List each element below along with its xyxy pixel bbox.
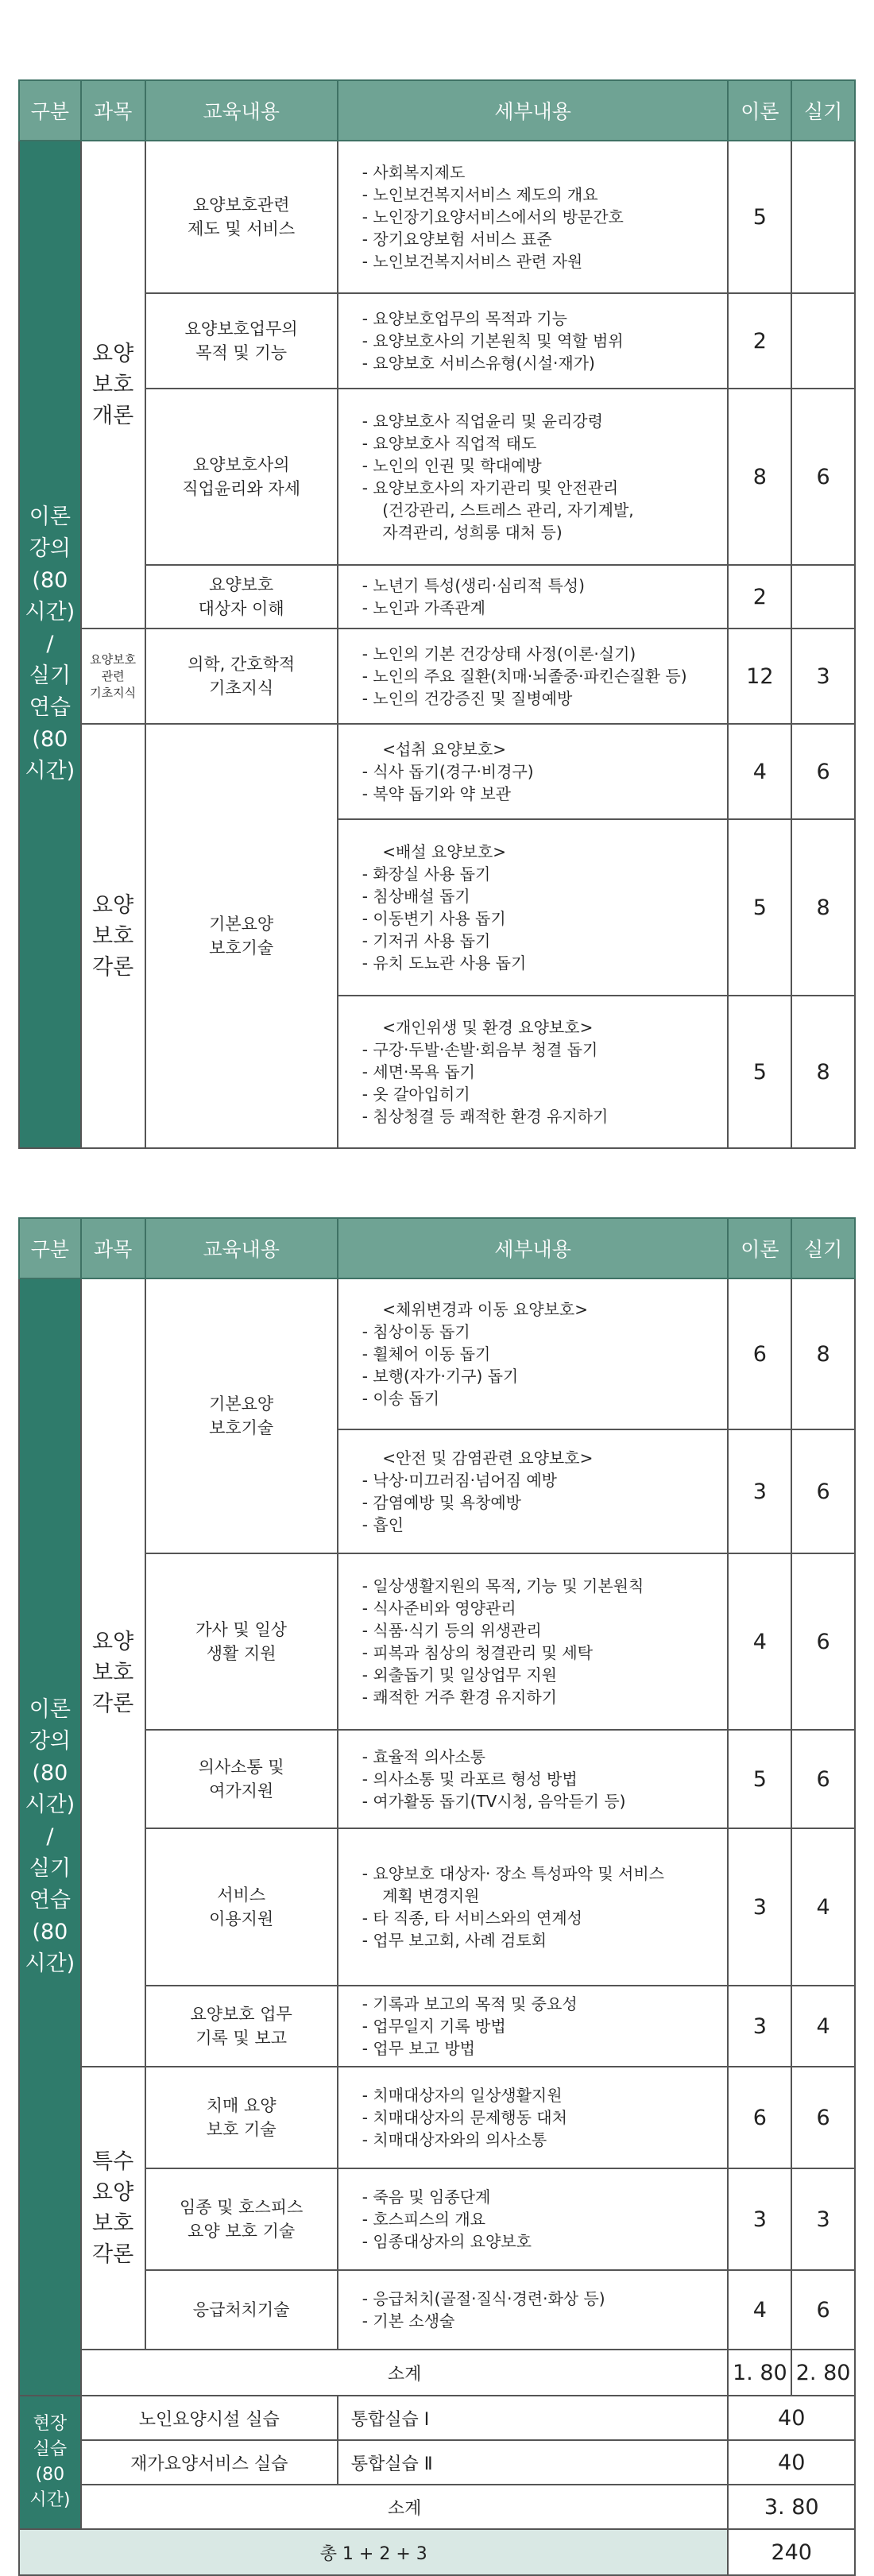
detail-line: - 쾌적한 거주 환경 유지하기 (362, 1688, 557, 1707)
details-cell (338, 565, 729, 629)
header-details: 세부내용 (338, 80, 729, 141)
subject-label: 요양보호 관련 기초지식 (90, 652, 137, 700)
detail-line: - 노인보건복지서비스 제도의 개요 (362, 185, 598, 204)
detail-line: - 옷 갈아입히기 (362, 1085, 470, 1104)
section-label: 이론 강의 (80 시간) / 실기 연습 (80 시간) (25, 505, 75, 783)
theory-hours: 2 (728, 293, 791, 389)
theory-hours: 12 (728, 629, 791, 724)
section-label: 이론 강의 (80 시간) / 실기 연습 (80 시간) (25, 1697, 75, 1976)
subject-cell (81, 141, 145, 629)
detail-line: 계획 변경지원 (362, 1886, 480, 1905)
subject-cell (81, 1278, 145, 2067)
field-row (19, 2396, 855, 2440)
content-cell: 요양보호사의 직업윤리와 자세 (145, 389, 338, 565)
subject-cell (81, 2067, 145, 2350)
field-section-label: 현장 실습 (80 시간) (29, 2414, 71, 2510)
detail-line: - 감염예방 및 욕창예방 (362, 1493, 521, 1512)
detail-line: - 휠체어 이동 돕기 (362, 1344, 491, 1363)
detail-line: - 식사 돕기(경구·비경구) (362, 762, 534, 781)
header-theory: 이론 (728, 1218, 791, 1278)
subtotal-label: 소계 (81, 2485, 729, 2529)
theory-hours: 3 (728, 1429, 791, 1553)
detail-line: - 노인의 건강증진 및 질병예방 (362, 689, 573, 708)
table-row (19, 565, 855, 629)
detail-line: - 복약 돕기와 약 보관 (362, 784, 512, 803)
detail-line: - 요양보호사의 기본원칙 및 역할 범위 (362, 331, 624, 350)
practice-hours (791, 293, 855, 389)
content-cell: 응급처치기술 (145, 2270, 338, 2350)
detail-line: - 보행(자가·기구) 돕기 (362, 1367, 519, 1386)
header-subject: 과목 (81, 80, 145, 141)
theory-hours: 3 (728, 2168, 791, 2270)
detail-line: - 세면·목욕 돕기 (362, 1062, 476, 1081)
details-cell (338, 1828, 729, 1986)
header-section: 구분 (19, 80, 81, 141)
detail-line: - 요양보호사 직업적 태도 (362, 434, 537, 453)
details-cell (338, 293, 729, 389)
header-row (19, 1218, 855, 1278)
details-cell (338, 819, 729, 996)
field-section-cell (19, 2396, 81, 2529)
field-hours: 40 (728, 2396, 855, 2440)
detail-line: - 요양보호사 직업윤리 및 윤리강령 (362, 412, 603, 431)
detail-line: - 침상청결 등 쾌적한 환경 유지하기 (362, 1107, 609, 1126)
practice-hours (791, 565, 855, 629)
practice-hours: 6 (791, 2067, 855, 2168)
section-cell (19, 141, 81, 1148)
table-row (19, 2270, 855, 2350)
table-row (19, 293, 855, 389)
subtotal-theory: 1. 80 (728, 2350, 791, 2396)
table-row (19, 141, 855, 293)
practice-hours: 8 (791, 819, 855, 996)
details-cell (338, 1429, 729, 1553)
practice-hours: 6 (791, 1553, 855, 1730)
detail-line: - 기록과 보고의 목적 및 중요성 (362, 1994, 578, 2013)
detail-line: - 장기요양보험 서비스 표준 (362, 230, 552, 249)
subtotal-label: 소계 (81, 2350, 729, 2396)
theory-hours: 6 (728, 1278, 791, 1429)
content-cell: 요양보호 대상자 이해 (145, 565, 338, 629)
detail-line: - 식사준비와 영양관리 (362, 1599, 516, 1618)
subtotal-value: 3. 80 (728, 2485, 855, 2529)
detail-line: (건강관리, 스트레스 관리, 자기계발, (362, 501, 634, 520)
table-row (19, 1278, 855, 1429)
content-cell: 기본요양 보호기술 (145, 1278, 338, 1553)
total-value: 240 (728, 2529, 855, 2575)
detail-line: - 요양보호업무의 목적과 기능 (362, 309, 567, 328)
detail-line: - 구강·두발·손발·회음부 청결 돕기 (362, 1040, 598, 1059)
detail-line: - 피복과 침상의 청결관리 및 세탁 (362, 1643, 593, 1662)
details-cell (338, 1553, 729, 1730)
detail-line: - 화장실 사용 돕기 (362, 864, 491, 884)
subject-cell (81, 724, 145, 1148)
practice-hours (791, 141, 855, 293)
content-cell: 요양보호업무의 목적 및 기능 (145, 293, 338, 389)
detail-line: - 치매대상자의 문제행동 대처 (362, 2108, 567, 2127)
header-section: 구분 (19, 1218, 81, 1278)
content-cell: 기본요양 보호기술 (145, 724, 338, 1148)
detail-line: - 일상생활지원의 목적, 기능 및 기본원칙 (362, 1576, 644, 1595)
practice-hours: 3 (791, 629, 855, 724)
content-cell: 의학, 간호학적 기초지식 (145, 629, 338, 724)
content-cell: 가사 및 일상 생활 지원 (145, 1553, 338, 1730)
detail-line: - 침상배설 돕기 (362, 887, 470, 906)
detail-line: <개인위생 및 환경 요양보호> (362, 1018, 594, 1037)
header-theory: 이론 (728, 80, 791, 141)
subtotal-row (19, 2485, 855, 2529)
curriculum-table-2 (18, 1217, 856, 2576)
table-row (19, 629, 855, 724)
details-cell (338, 2067, 729, 2168)
subject-label: 특수 요양 보호 각론 (92, 2149, 134, 2267)
detail-line: - 타 직종, 타 서비스와의 연계성 (362, 1909, 582, 1928)
detail-line: <섭취 요양보호> (362, 740, 507, 759)
detail-line: - 업무 보고 방법 (362, 2039, 476, 2058)
header-content: 교육내용 (145, 80, 338, 141)
theory-hours: 5 (728, 819, 791, 996)
subject-label: 요양 보호 각론 (92, 892, 134, 980)
details-cell (338, 1986, 729, 2067)
detail-line: - 효율적 의사소통 (362, 1747, 485, 1766)
theory-hours: 5 (728, 996, 791, 1148)
table-row (19, 2168, 855, 2270)
practice-hours: 6 (791, 1429, 855, 1553)
detail-line: - 노인과 가족관계 (362, 598, 485, 617)
content-cell: 요양보호관련 제도 및 서비스 (145, 141, 338, 293)
theory-hours: 5 (728, 1730, 791, 1828)
details-cell (338, 629, 729, 724)
theory-hours: 6 (728, 2067, 791, 2168)
detail-line: - 호스피스의 개요 (362, 2210, 485, 2229)
detail-line: - 노인장기요양서비스에서의 방문간호 (362, 207, 624, 226)
theory-hours: 4 (728, 724, 791, 819)
detail-line: - 유치 도뇨관 사용 돕기 (362, 953, 527, 973)
detail-line: <안전 및 감염관련 요양보호> (362, 1449, 594, 1468)
detail-line: - 임종대상자의 요양보호 (362, 2232, 532, 2251)
header-content: 교육내용 (145, 1218, 338, 1278)
practice-hours: 6 (791, 1730, 855, 1828)
detail-line: - 요양보호 대상자· 장소 특성파악 및 서비스 (362, 1864, 664, 1883)
details-cell (338, 1278, 729, 1429)
table-row (19, 2067, 855, 2168)
detail-line: - 치매대상자의 일상생활지원 (362, 2086, 563, 2105)
subtotal-row (19, 2350, 855, 2396)
practice-hours: 6 (791, 389, 855, 565)
detail-line: - 식품·식기 등의 위생관리 (362, 1621, 542, 1640)
subtotal-practice: 2. 80 (791, 2350, 855, 2396)
field-name: 재가요양서비스 실습 (81, 2440, 338, 2485)
detail-line: <체위변경과 이동 요양보호> (362, 1300, 588, 1319)
detail-line: - 의사소통 및 라포르 형성 방법 (362, 1770, 578, 1789)
table-row (19, 724, 855, 819)
total-row (19, 2529, 855, 2575)
curriculum-table-1 (18, 79, 856, 1149)
header-subject: 과목 (81, 1218, 145, 1278)
detail-line: - 노인의 주요 질환(치매·뇌졸중·파킨슨질환 등) (362, 667, 687, 686)
details-cell (338, 141, 729, 293)
practice-hours: 4 (791, 1986, 855, 2067)
detail-line: - 이송 돕기 (362, 1389, 440, 1408)
practice-hours: 8 (791, 1278, 855, 1429)
practice-hours: 6 (791, 724, 855, 819)
detail-line: - 노인의 기본 건강상태 사정(이론·실기) (362, 644, 636, 663)
content-cell: 의사소통 및 여가지원 (145, 1730, 338, 1828)
detail-line: - 업무일지 기록 방법 (362, 2017, 506, 2036)
detail-line: - 노인보건복지서비스 관련 자원 (362, 252, 583, 271)
subject-label: 요양 보호 개론 (92, 341, 134, 428)
practice-hours: 3 (791, 2168, 855, 2270)
theory-hours: 2 (728, 565, 791, 629)
section-cell (19, 1278, 81, 2396)
detail-line: - 치매대상자와의 의사소통 (362, 2130, 547, 2149)
details-cell (338, 2270, 729, 2350)
practice-hours: 6 (791, 2270, 855, 2350)
subject-cell (81, 629, 145, 724)
practice-hours: 8 (791, 996, 855, 1148)
detail-line: - 흡인 (362, 1515, 404, 1534)
detail-line: - 침상이동 돕기 (362, 1322, 470, 1341)
content-cell: 치매 요양 보호 기술 (145, 2067, 338, 2168)
theory-hours: 5 (728, 141, 791, 293)
table-row (19, 389, 855, 565)
header-practice: 실기 (791, 80, 855, 141)
theory-hours: 4 (728, 2270, 791, 2350)
details-cell (338, 1730, 729, 1828)
detail-line: - 요양보호 서비스유형(시설·재가) (362, 354, 595, 373)
content-cell: 서비스 이용지원 (145, 1828, 338, 1986)
table-row (19, 1553, 855, 1730)
detail-line: - 기본 소생술 (362, 2311, 455, 2330)
content-cell: 요양보호 업무 기록 및 보고 (145, 1986, 338, 2067)
subject-label: 요양 보호 각론 (92, 1629, 134, 1716)
detail-line: - 외출돕기 및 일상업무 지원 (362, 1665, 557, 1684)
detail-line: - 죽음 및 임종단계 (362, 2187, 491, 2207)
details-cell (338, 389, 729, 565)
details-cell (338, 2168, 729, 2270)
header-details: 세부내용 (338, 1218, 729, 1278)
detail-line: - 노년기 특성(생리·심리적 특성) (362, 576, 585, 595)
table-row (19, 1828, 855, 1986)
header-practice: 실기 (791, 1218, 855, 1278)
theory-hours: 3 (728, 1986, 791, 2067)
practice-hours: 4 (791, 1828, 855, 1986)
header-row (19, 80, 855, 141)
details-cell (338, 724, 729, 819)
field-type: 통합실습 Ⅰ (338, 2396, 729, 2440)
theory-hours: 4 (728, 1553, 791, 1730)
theory-hours: 3 (728, 1828, 791, 1986)
detail-line: - 사회복지제도 (362, 163, 466, 182)
detail-line: <배설 요양보호> (362, 842, 507, 861)
field-name: 노인요양시설 실습 (81, 2396, 338, 2440)
theory-hours: 8 (728, 389, 791, 565)
detail-line: - 요양보호사의 자기관리 및 안전관리 (362, 478, 619, 497)
detail-line: - 이동변기 사용 돕기 (362, 909, 506, 928)
details-cell (338, 996, 729, 1148)
field-hours: 40 (728, 2440, 855, 2485)
field-type: 통합실습 Ⅱ (338, 2440, 729, 2485)
detail-line: - 노인의 인권 및 학대예방 (362, 456, 542, 475)
table-row (19, 1986, 855, 2067)
field-row (19, 2440, 855, 2485)
detail-line: - 업무 보고회, 사례 검토회 (362, 1931, 547, 1950)
table-row (19, 1730, 855, 1828)
detail-line: 자격관리, 성희롱 대처 등) (362, 523, 563, 542)
detail-line: - 기저귀 사용 돕기 (362, 931, 491, 950)
detail-line: - 응급처치(골절·질식·경련·화상 등) (362, 2289, 605, 2308)
detail-line: - 낙상·미끄러짐·넘어짐 예방 (362, 1471, 557, 1490)
detail-line: - 여가활동 돕기(TV시청, 음악듣기 등) (362, 1792, 626, 1811)
content-cell: 임종 및 호스피스 요양 보호 기술 (145, 2168, 338, 2270)
total-label: 총 1 + 2 + 3 (19, 2529, 728, 2575)
